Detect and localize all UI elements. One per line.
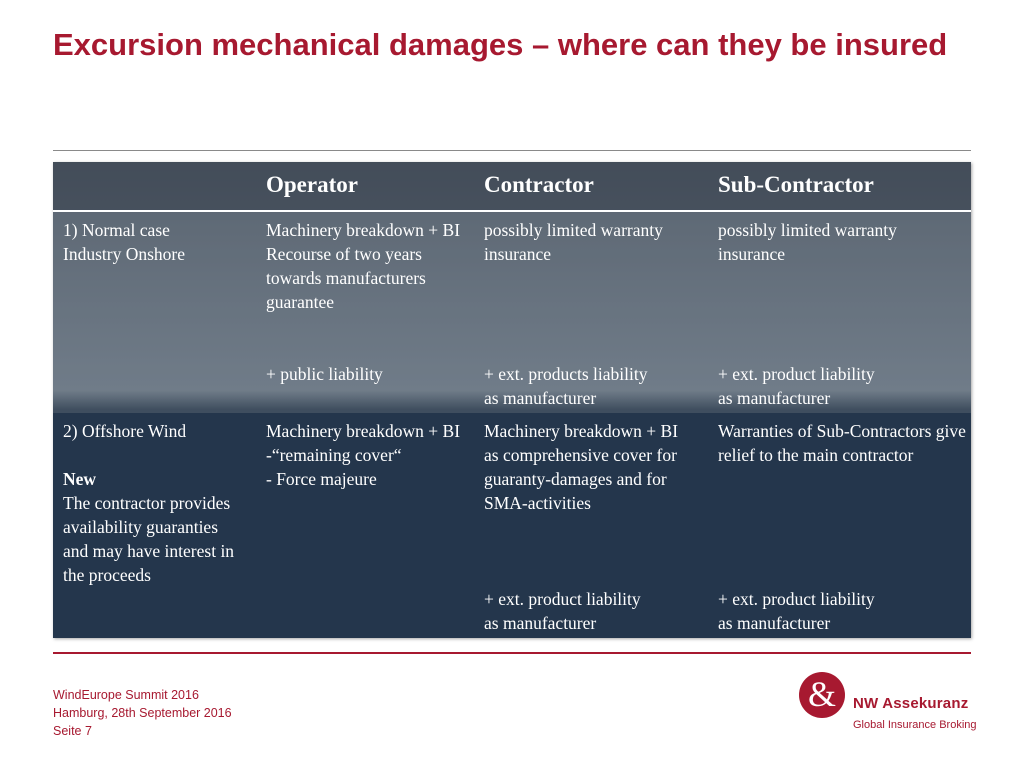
logo-name: NW Assekuranz: [853, 695, 969, 712]
contractor-cell: Machinery breakdown + BI as comprehensive cover for guaranty-damages and for SMA-activities: [484, 421, 679, 513]
contractor-cell: possibly limited warranty insurance: [484, 220, 663, 264]
footer-place-date: Hamburg, 28th September 2016: [53, 706, 232, 720]
footer-divider: [53, 652, 971, 654]
table-row: [53, 413, 971, 638]
logo-ampersand-icon: &: [799, 672, 845, 718]
row-label: 2) Offshore Wind: [63, 421, 187, 441]
subcontractor-extra-cell: + ext. product liability as manufacturer: [718, 364, 875, 408]
contractor-extra-cell: + ext. product liability as manufacturer: [484, 589, 641, 633]
slide-title: Excursion mechanical damages – where can they be insured: [53, 27, 948, 62]
footer: [53, 686, 232, 740]
table-header-row: [53, 162, 971, 210]
logo-tagline: Global Insurance Broking: [853, 719, 977, 731]
coverage-table: [53, 162, 971, 638]
operator-cell: Machinery breakdown + BI Recourse of two years towards manufacturers guarantee: [266, 220, 461, 312]
contractor-extra-cell: + ext. products liability as manufacturer: [484, 364, 648, 408]
row-label-detail: The contractor provides availability guaranties and may have interest in the proceeds: [63, 493, 235, 585]
table-row: [53, 212, 971, 413]
operator-cell: Machinery breakdown + BI -“remaining cover“ - Force majeure: [266, 421, 461, 489]
header-subcontractor: Sub-Contractor: [718, 172, 874, 197]
operator-extra-cell: + public liability: [266, 364, 383, 384]
subcontractor-extra-cell: + ext. product liability as manufacturer: [718, 589, 875, 633]
footer-page-number: Seite 7: [53, 724, 92, 738]
title-divider: [53, 150, 971, 151]
subcontractor-cell: possibly limited warranty insurance: [718, 220, 897, 264]
footer-event: WindEurope Summit 2016: [53, 688, 199, 702]
row-label: 1) Normal case Industry Onshore: [63, 220, 185, 264]
subcontractor-cell: Warranties of Sub-Contractors give relief to the main contractor: [718, 421, 966, 465]
header-contractor: Contractor: [484, 172, 594, 197]
new-label: New: [63, 469, 97, 489]
header-operator: Operator: [266, 172, 358, 197]
